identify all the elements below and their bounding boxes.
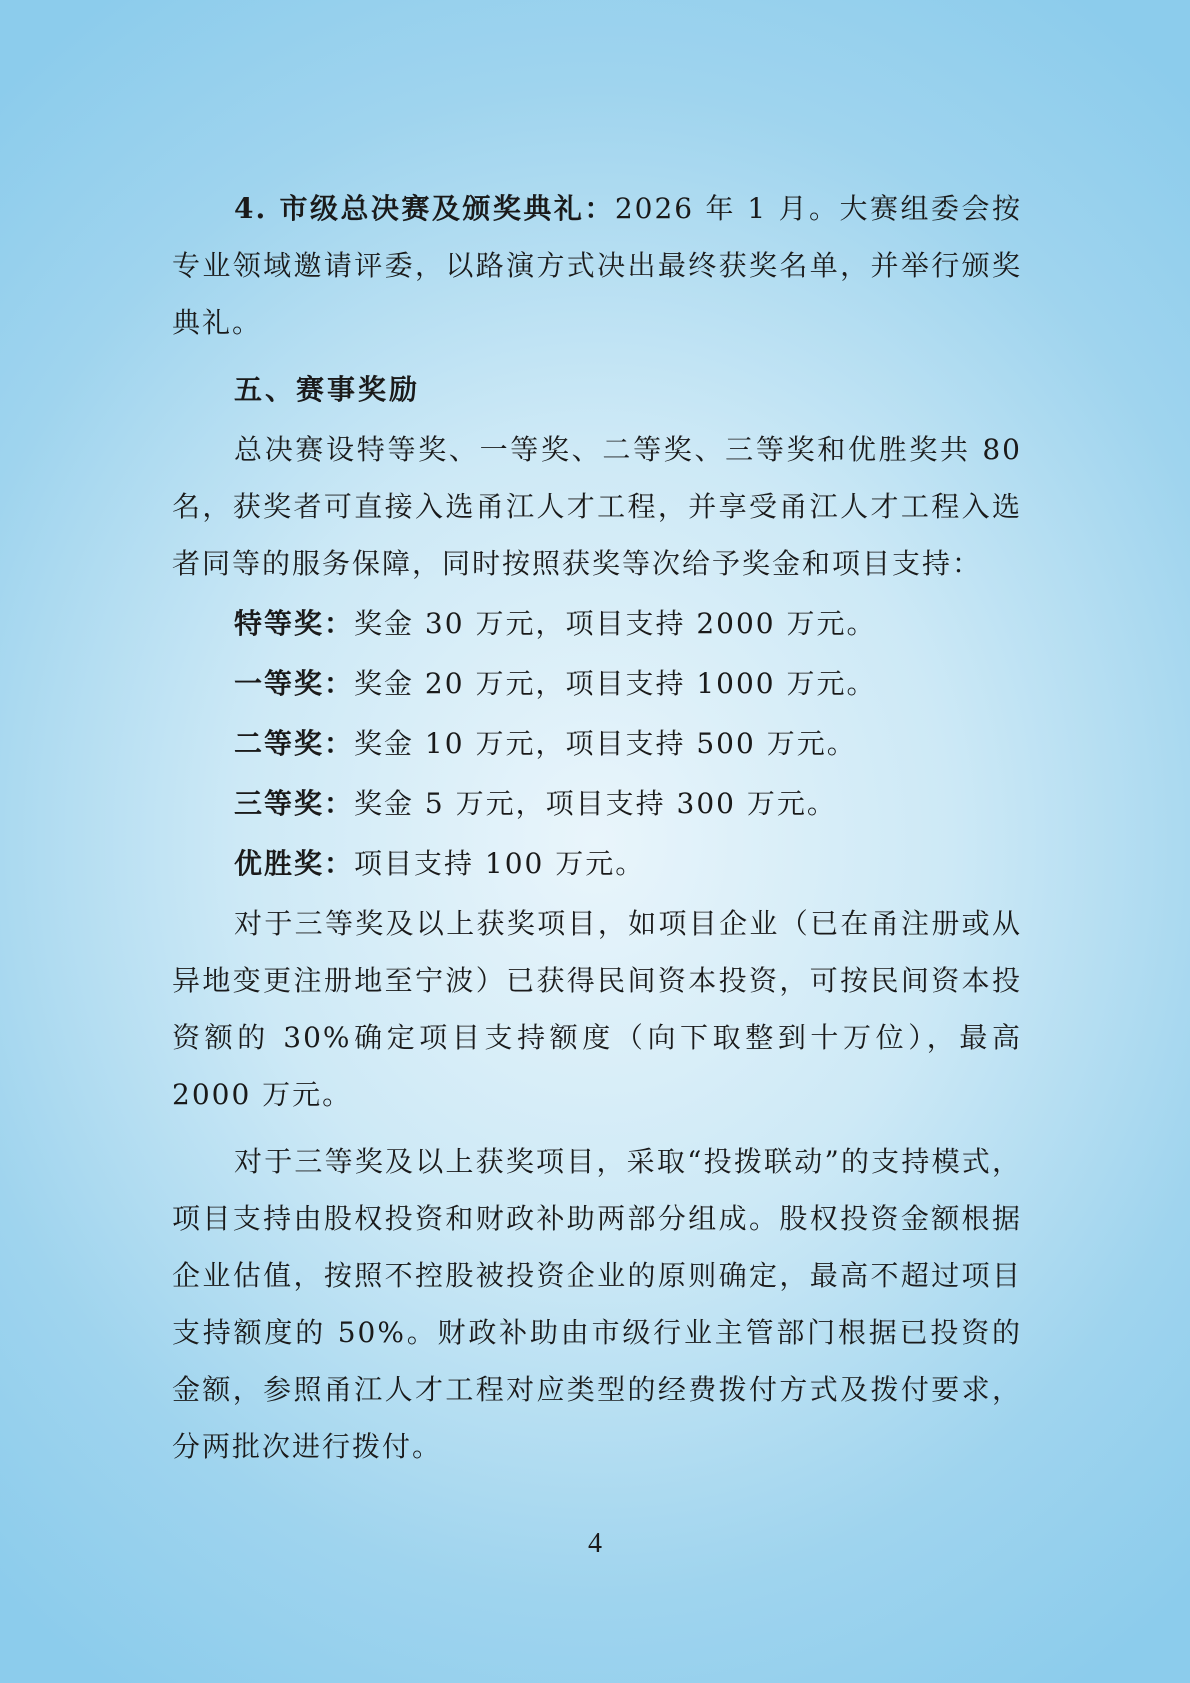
award-detail: 奖金 10 万元，项目支持 500 万元。 [354, 727, 857, 760]
award-item [172, 775, 1022, 832]
award-detail: 奖金 5 万元，项目支持 300 万元。 [354, 787, 837, 820]
award-name: 优胜奖： [234, 847, 355, 880]
award-name: 三等奖： [234, 787, 355, 820]
final-text: 2026 年 1 月。大赛组委会按专业领域邀请评委，以路演方式决出最终获奖名单，并举行颁奖典礼。 [172, 192, 1022, 339]
page-number: 4 [588, 1528, 602, 1559]
section-heading: 五、赛事奖励 [234, 373, 421, 406]
intro-paragraph: 总决赛设特等奖、一等奖、二等奖、三等奖和优胜奖共 80 名，获奖者可直接入选甬江人才工程，并享受甬江人才工程入选者同等的服务保障，同时按照获奖等次给予奖金和项目支持： [172, 433, 1022, 580]
award-item [172, 595, 1022, 652]
award-name: 一等奖： [234, 667, 355, 700]
final-paragraph [172, 180, 1022, 351]
document-page [172, 180, 1022, 1475]
award-item [172, 655, 1022, 712]
award-detail: 奖金 30 万元，项目支持 2000 万元。 [354, 607, 877, 640]
award-name: 二等奖： [234, 727, 355, 760]
award-detail: 项目支持 100 万元。 [354, 847, 646, 880]
award-item [172, 715, 1022, 772]
final-title: 4. 市级总决赛及颁奖典礼： [234, 192, 615, 225]
award-item [172, 835, 1022, 892]
award-name: 特等奖： [234, 607, 355, 640]
mode-rule-paragraph: 对于三等奖及以上获奖项目，采取“投拨联动”的支持模式，项目支持由股权投资和财政补助两部分组成。股权投资金额根据企业估值，按照不控股被投资企业的原则确定，最高不超过项目支持额度的 50%。财政补助由市级行业主管部门根据已投资的金额，参照甬江人才工程对应类型的经费拨付方式及拨付要求，分两批次进行拨付。 [172, 1145, 1022, 1463]
award-detail: 奖金 20 万元，项目支持 1000 万元。 [354, 667, 877, 700]
support-rule-paragraph: 对于三等奖及以上获奖项目，如项目企业（已在甬注册或从异地变更注册地至宁波）已获得民间资本投资，可按民间资本投资额的 30%确定项目支持额度（向下取整到十万位），最高 2000 万元。 [172, 907, 1022, 1111]
